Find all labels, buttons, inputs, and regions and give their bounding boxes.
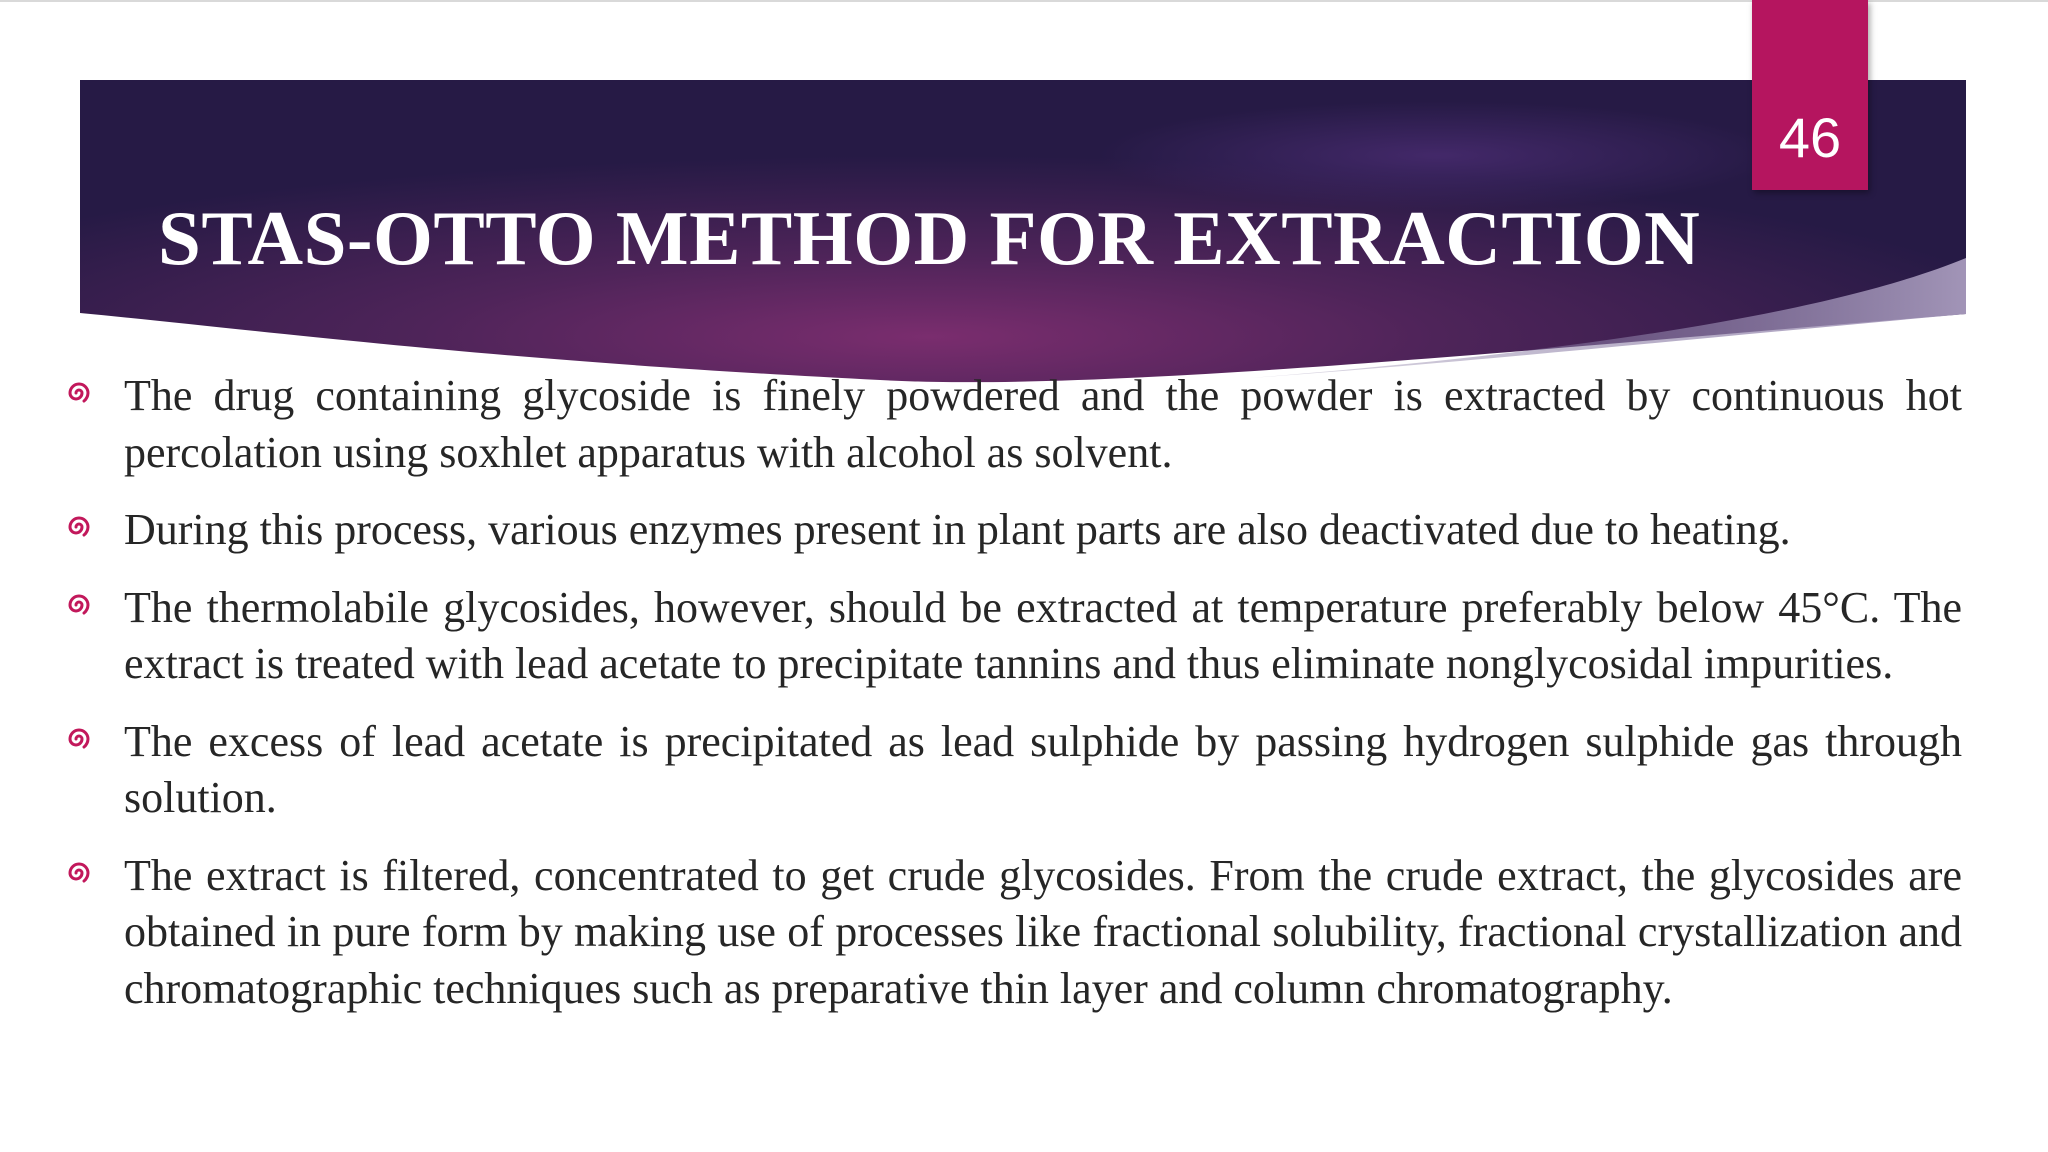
bullet-list (62, 368, 1962, 1038)
bullet-text: The thermolabile glycosides, however, should be extracted at temperature preferably below 45°C. The extract is treated with lead acetate to precipitate tannins and thus eliminate nonglycosidal impurities. (124, 582, 1962, 688)
spiral-bullet-icon (66, 592, 92, 618)
page-number: 46 (1778, 106, 1842, 169)
bullet-text: During this process, various enzymes present in plant parts are also deactivated due to heating. (124, 505, 1791, 554)
bullet-item (62, 714, 1962, 827)
spiral-bullet-icon (66, 514, 92, 540)
bullet-text: The drug containing glycoside is finely powdered and the powder is extracted by continuous hot percolation using soxhlet apparatus with alcohol as solvent. (124, 371, 1962, 477)
spiral-bullet-icon (66, 860, 92, 886)
slide-title: STAS-OTTO METHOD FOR EXTRACTION (158, 195, 1701, 281)
bullet-item (62, 848, 1962, 1018)
bullet-text: The extract is filtered, concentrated to get crude glycosides. From the crude extract, the glycosides are obtained in pure form by making use of processes like fractional solubility, fractional crystallization and chromatographic techniques such as preparative thin layer and column chromatography. (124, 850, 1962, 1013)
bullet-item (62, 368, 1962, 481)
bullet-item (62, 502, 1962, 559)
page-number-tab (1752, 0, 1868, 190)
spiral-bullet-icon (66, 380, 92, 406)
spiral-bullet-icon (66, 726, 92, 752)
bullet-text: The excess of lead acetate is precipitated as lead sulphide by passing hydrogen sulphide gas through solution. (124, 716, 1962, 822)
bullet-item (62, 580, 1962, 693)
